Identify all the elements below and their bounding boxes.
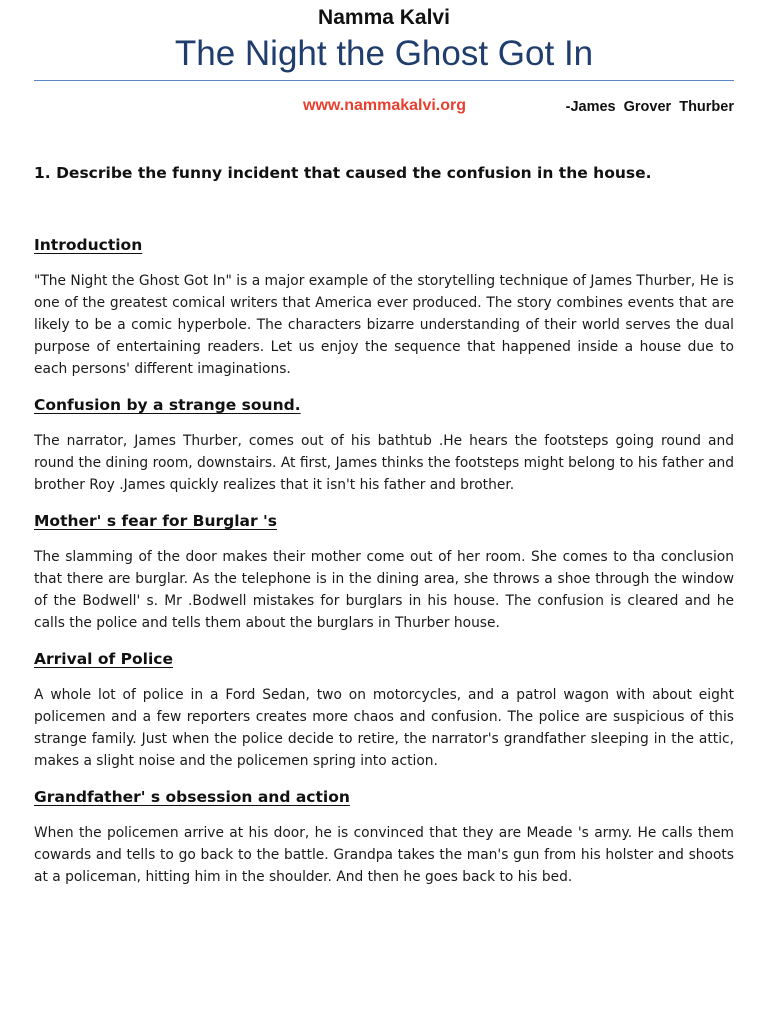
section-heading: Grandfather' s obsession and action bbox=[34, 788, 350, 806]
section-heading: Arrival of Police bbox=[34, 650, 173, 668]
section-grandfather bbox=[34, 786, 734, 888]
section-paragraph: The narrator, James Thurber, comes out of his bathtub .He hears the footsteps going round and round the dining room, downstairs. At first, James thinks the footsteps might belong to his father and brother Roy .James quickly realizes that it isn't his father and brother. bbox=[34, 433, 734, 493]
header-divider bbox=[34, 80, 734, 81]
site-url-link[interactable]: www.nammakalvi.org bbox=[303, 97, 467, 114]
section-mothers-fear bbox=[34, 510, 734, 634]
section-heading: Confusion by a strange sound. bbox=[34, 396, 301, 414]
section-police-arrival bbox=[34, 648, 734, 772]
section-confusion bbox=[34, 394, 734, 496]
answer-content bbox=[34, 234, 734, 902]
section-paragraph: "The Night the Ghost Got In" is a major example of the storytelling technique of James Thurber, He is one of the greatest comical writers that America ever produced. The story combines events that are likely to be a comic hyperbole. The characters bizarre understanding of their world serves the dual purpose of entertaining readers. Let us enjoy the sequence that happened inside a house due to each persons' different imaginations. bbox=[34, 273, 734, 377]
section-heading: Mother' s fear for Burglar 's bbox=[34, 512, 277, 530]
document-title: The Night the Ghost Got In bbox=[174, 34, 594, 73]
site-name: Namma Kalvi bbox=[318, 6, 450, 29]
section-paragraph: When the policemen arrive at his door, he is convinced that they are Meade 's army. He calls them cowards and tells to go back to the battle. Grandpa takes the man's gun from his holster and shoots at a policeman, hitting him in the shoulder. And then he goes back to his bed. bbox=[34, 825, 734, 885]
section-paragraph: The slamming of the door makes their mother come out of her room. She comes to tha conclusion that there are burglar. As the telephone is in the dining area, she throws a shoe through the window of the Bodwell' s. Mr .Bodwell mistakes for burglars in his house. The confusion is cleared and he calls the police and tells them about the burglars in Thurber house. bbox=[34, 549, 734, 631]
section-paragraph: A whole lot of police in a Ford Sedan, two on motorcycles, and a patrol wagon with about eight policemen and a few reporters creates more chaos and confusion. The police are suspicious of this strange family. Just when the police decide to retire, the narrator's grandfather sleeping in the attic, makes a slight noise and the policemen spring into action. bbox=[34, 687, 734, 769]
section-heading: Introduction bbox=[34, 236, 143, 254]
question-heading: 1. Describe the funny incident that caused the confusion in the house. bbox=[34, 164, 652, 182]
author-name: -James Grover Thurber bbox=[565, 99, 734, 115]
section-introduction bbox=[34, 234, 734, 380]
